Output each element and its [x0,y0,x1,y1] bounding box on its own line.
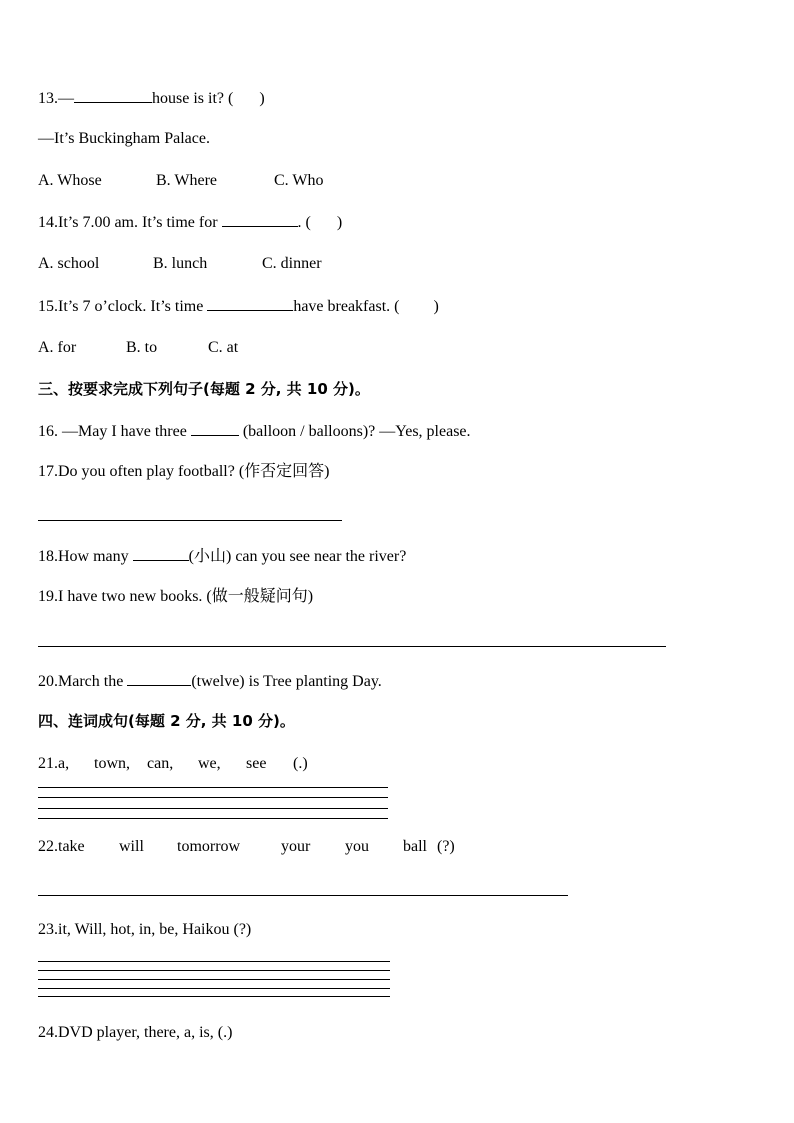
answer-blank[interactable] [127,671,191,686]
question-24 [38,1023,232,1043]
question-17 [38,462,330,482]
option-b: B. lunch [153,255,208,272]
question-text-end: (twelve) is Tree planting Day. [191,673,382,690]
writing-line[interactable] [38,787,388,788]
option-a: A. for [38,339,77,356]
question-text: It’s 7 o’clock. It’s time [58,298,204,315]
question-text-end: (balloon / balloons)? —Yes, please. [242,423,471,440]
question-15-options [38,338,238,358]
question-14 [38,212,342,233]
question-20 [38,671,382,692]
word: town, [94,755,130,772]
question-text: It’s 7.00 am. It’s time for [58,214,218,231]
writing-line[interactable] [38,818,388,819]
writing-line[interactable] [38,808,388,809]
writing-line[interactable] [38,979,390,980]
option-c: C. Who [274,172,324,189]
word: see [246,755,267,772]
word: you [345,838,369,855]
word: (?) [437,838,455,855]
question-13-options [38,171,323,191]
question-text: How many [58,548,129,565]
word: take [58,838,85,855]
answer-line[interactable] [38,646,666,647]
word: tomorrow [177,838,241,855]
writing-line[interactable] [38,996,390,997]
question-18 [38,546,406,567]
question-number: 19. [38,588,58,605]
close-paren: ) [433,298,439,315]
question-number: 15. [38,298,58,315]
question-number: 13. [38,90,58,107]
question-text-end: . ( [297,214,311,231]
question-text: Do you often play football? (作否定回答) [58,463,330,480]
question-13 [38,88,265,109]
question-text: —May I have three [62,423,187,440]
question-22 [38,837,455,857]
question-13-response: —It’s Buckingham Palace. [38,130,210,147]
word: can, [147,755,174,772]
question-16 [38,421,471,442]
question-text: I have two new books. (做一般疑问句) [58,588,314,605]
question-text: March the [58,673,124,690]
question-number: 23. [38,921,58,938]
word: will [119,838,144,855]
question-text-end: have breakfast. ( [293,298,400,315]
question-text: DVD player, there, a, is, (.) [58,1024,233,1041]
question-text: house is it? ( [152,90,234,107]
word: your [281,838,311,855]
question-number: 16. [38,423,58,440]
question-text-end: (小山) can you see near the river? [188,548,407,565]
section-3-heading: 三、按要求完成下列句子(每题 2 分, 共 10 分)。 [38,380,370,398]
answer-blank[interactable] [207,296,293,311]
option-b: B. to [126,339,158,356]
option-a: A. Whose [38,172,102,189]
question-number: 22. [38,838,58,855]
option-c: C. dinner [262,255,322,272]
question-number: 24. [38,1024,58,1041]
question-text: it, Will, hot, in, be, Haikou (?) [58,921,252,938]
writing-line[interactable] [38,961,390,962]
answer-line[interactable] [38,895,568,896]
word: (.) [293,755,308,772]
option-a: A. school [38,255,100,272]
close-paren: ) [259,90,265,107]
question-21 [38,754,308,774]
answer-line[interactable] [38,520,342,521]
question-number: 21. [38,755,58,772]
question-23 [38,920,251,940]
writing-line[interactable] [38,988,390,989]
question-15 [38,296,439,317]
word: ball [403,838,427,855]
option-b: B. Where [156,172,218,189]
writing-line[interactable] [38,970,390,971]
writing-line[interactable] [38,797,388,798]
answer-blank[interactable] [74,88,152,103]
question-number: 18. [38,548,58,565]
question-number: 17. [38,463,58,480]
answer-blank[interactable] [133,546,189,561]
section-4-heading: 四、连词成句(每题 2 分, 共 10 分)。 [38,712,295,730]
word: a, [58,755,70,772]
answer-blank[interactable] [222,212,298,227]
question-number: 14. [38,214,58,231]
dash: — [58,90,74,107]
option-c: C. at [208,339,239,356]
question-14-options [38,254,322,274]
question-19 [38,587,313,607]
question-number: 20. [38,673,58,690]
close-paren: ) [336,214,343,231]
answer-blank[interactable] [191,421,239,436]
word: we, [198,755,221,772]
